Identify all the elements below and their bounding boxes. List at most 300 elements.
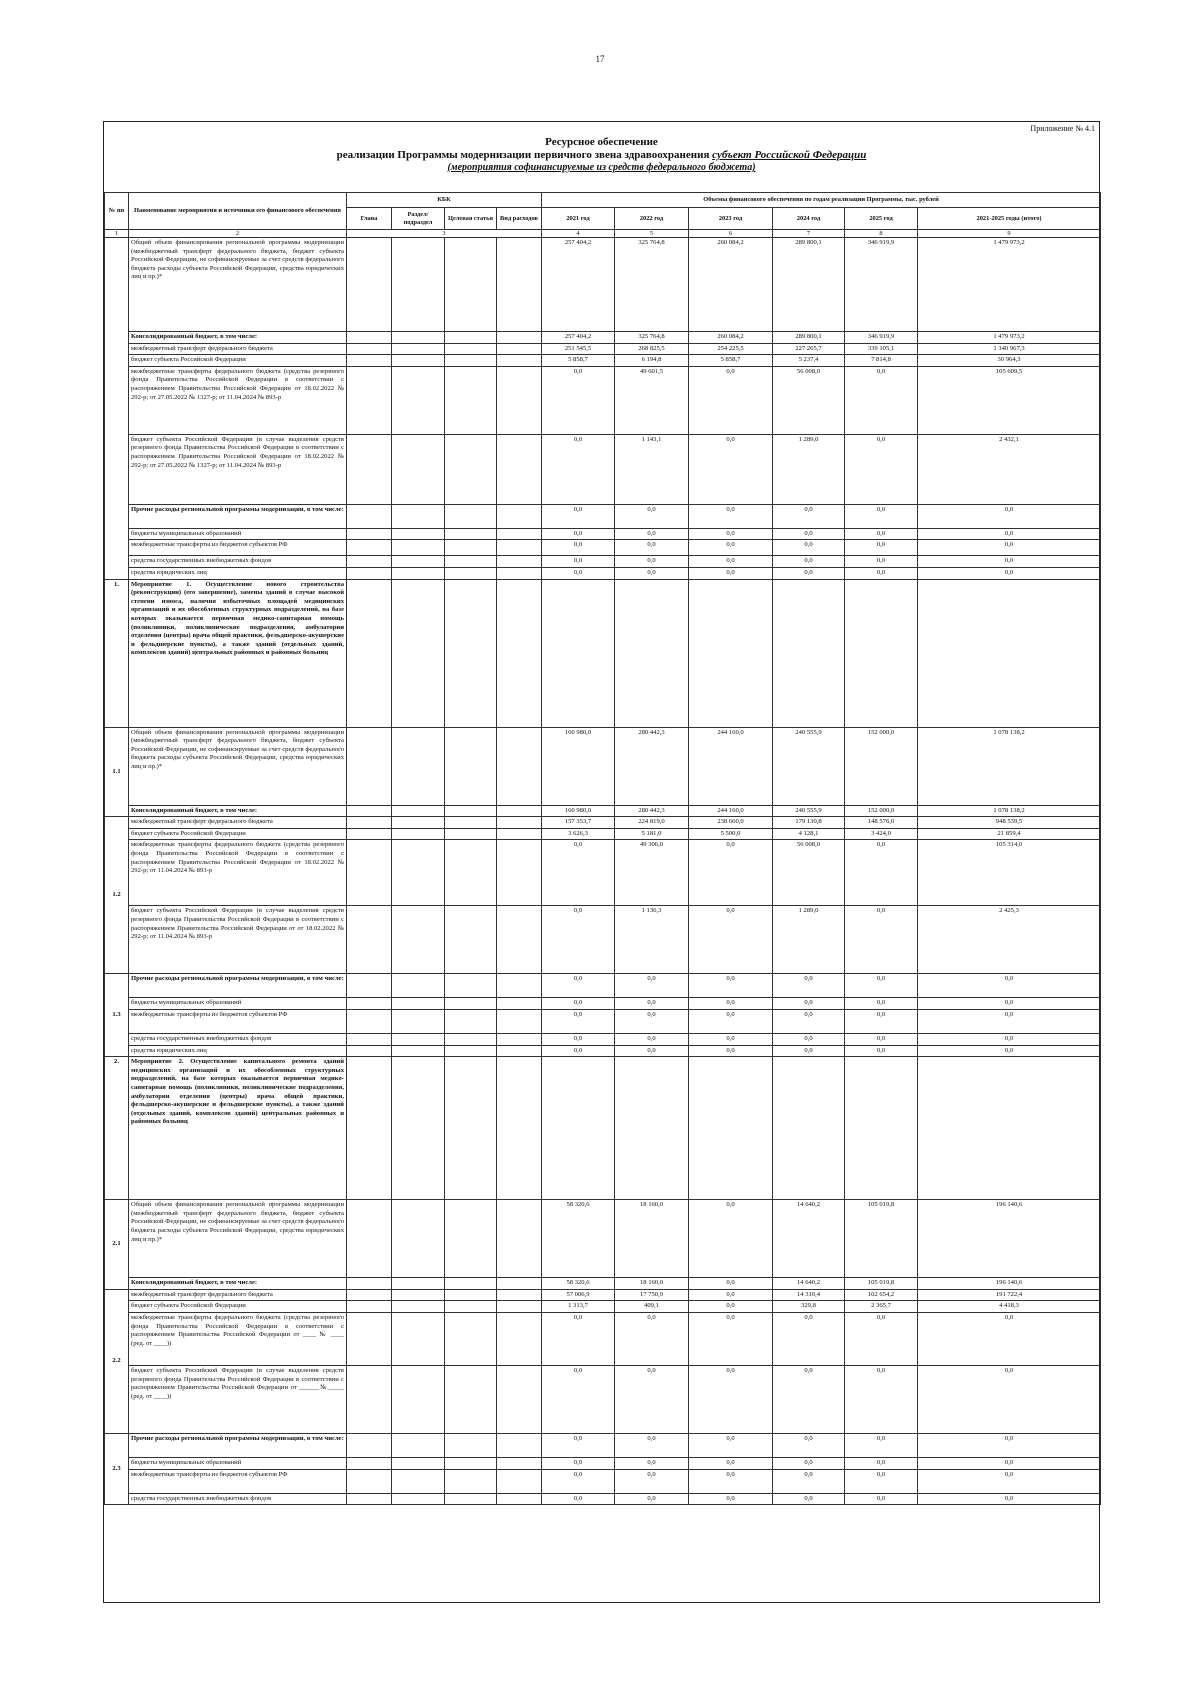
kbk-cell: [347, 332, 392, 344]
row-description: Мероприятие 2. Осуществление капитального ремонта зданий медицинских организаций и их обособленных структурных подразделений, на базе которых оказывается первичная медико-санитарная помощь (поликлиники, поликлинические подразделения, амбулатории отделения (центры) врача общей практики, фельдшерско-акушерские и фельдшерские пункты), а также зданий (отдельных зданий, комплексов зданий) центральных районных и районных больниц: [129, 1057, 347, 1200]
table-row: [105, 840, 1101, 906]
kbk-cell: [497, 1033, 542, 1045]
kbk-cell: [445, 332, 497, 344]
header-celevaya: Целевая статья: [445, 208, 497, 230]
row-description: средства юридических лиц: [129, 567, 347, 579]
year-value: 0,0: [542, 504, 615, 528]
kbk-cell: [392, 1469, 445, 1493]
resource-table: [104, 192, 1101, 1505]
header-vid: Вид расходов: [497, 208, 542, 230]
year-value: 0,0: [845, 366, 918, 434]
year-value: 0,0: [542, 567, 615, 579]
year-value: 325 764,8: [615, 332, 689, 344]
year-value: 0,0: [689, 1457, 773, 1469]
year-value: 0,0: [615, 1493, 689, 1505]
kbk-cell: [445, 906, 497, 974]
total-value: [918, 1057, 1101, 1200]
year-value: 102 654,2: [845, 1289, 918, 1301]
kbk-cell: [392, 1457, 445, 1469]
year-value: 0,0: [773, 1045, 845, 1057]
year-value: 0,0: [689, 556, 773, 568]
year-value: 0,0: [845, 1033, 918, 1045]
kbk-cell: [497, 1365, 542, 1433]
row-description: Мероприятие 1. Осуществление нового строительства (реконструкции) (его завершение), замены зданий в случае высокой степени износа, наличия избыточных площадей медицинских организаций и их обособленных структурных подразделений, на базе которых оказывается первичная медико-санитарная помощь (поликлиники, поликлинические подразделения, амбулатории отделения (центры) врача общей практики, фельдшерско-акушерские и фельдшерские пункты), а также зданий (отдельных зданий, комплексов зданий) центральных районных и районных больниц: [129, 579, 347, 727]
table-row: [105, 1045, 1101, 1057]
year-value: 0,0: [689, 1045, 773, 1057]
kbk-cell: [347, 343, 392, 355]
year-value: 0,0: [615, 567, 689, 579]
table-row: [105, 556, 1101, 568]
kbk-cell: [445, 1493, 497, 1505]
total-value: 191 722,4: [918, 1289, 1101, 1301]
year-value: 0,0: [615, 1009, 689, 1033]
year-value: 0,0: [615, 1033, 689, 1045]
year-value: 346 919,9: [845, 332, 918, 344]
table-row: [105, 434, 1101, 504]
year-value: 0,0: [542, 1045, 615, 1057]
kbk-cell: [347, 556, 392, 568]
total-value: 196 140,6: [918, 1200, 1101, 1278]
resource-table-sheet: [103, 121, 1100, 1603]
year-value: 0,0: [845, 567, 918, 579]
row-description: межбюджетные трансферты федерального бюджета (средства резервного фонда Правительства Российской Федерации в соответствии с распоряжением Правительства Российской Федерации от 18.02.2022 № 292-р; от 27.05.2022 № 1327-р; от 11.04.2024 № 893-р: [129, 366, 347, 434]
kbk-cell: [497, 1057, 542, 1200]
column-number: 5: [615, 230, 689, 238]
year-value: 0,0: [773, 556, 845, 568]
year-value: 0,0: [845, 1045, 918, 1057]
table-row: [105, 805, 1101, 817]
total-value: 0,0: [918, 504, 1101, 528]
year-value: 18 160,0: [615, 1278, 689, 1290]
year-value: 1 143,1: [615, 434, 689, 504]
total-value: 1 479 973,2: [918, 332, 1101, 344]
year-value: 2 365,7: [845, 1301, 918, 1313]
total-value: 0,0: [918, 998, 1101, 1010]
table-row: [105, 727, 1101, 805]
year-value: 280 442,3: [615, 727, 689, 805]
year-value: 0,0: [542, 366, 615, 434]
kbk-cell: [392, 556, 445, 568]
kbk-cell: [445, 1312, 497, 1365]
total-value: 948 539,5: [918, 817, 1101, 829]
kbk-cell: [392, 817, 445, 829]
kbk-cell: [347, 504, 392, 528]
row-description: бюджет субъекта Российской Федерации (в случае выделения средств резервного фонда Правительства Российской Федерации в соответствии с распоряжением Правительства Российской Федерации от 18.02.2022 № 292-р; от 27.05.2022 № 1327-р; от 11.04.2024 № 893-р: [129, 434, 347, 504]
total-value: 30 964,3: [918, 355, 1101, 367]
kbk-cell: [497, 974, 542, 998]
year-value: 7 814,8: [845, 355, 918, 367]
row-description: Общий объем финансирования региональной программы модернизации (межбюджетный трансферт федерального бюджета, бюджет субъекта Российской Федерации, не софинансируемые за счет средств федерального бюджета расходы субъекта Российской Федерации, средства юридических лиц и пр.)*: [129, 1200, 347, 1278]
kbk-cell: [347, 1289, 392, 1301]
column-number: 2: [129, 230, 347, 238]
header-total: 2021-2025 годы (итого): [918, 208, 1101, 230]
year-value: 0,0: [773, 540, 845, 556]
kbk-cell: [347, 906, 392, 974]
header-name: Наименование мероприятия и источники его финансового обеспечения: [129, 193, 347, 230]
kbk-cell: [392, 840, 445, 906]
year-value: 0,0: [542, 1433, 615, 1457]
kbk-cell: [392, 1045, 445, 1057]
row-description: межбюджетные трансферты из бюджетов субъектов РФ: [129, 1009, 347, 1033]
year-value: 0,0: [845, 1009, 918, 1033]
kbk-cell: [392, 528, 445, 540]
year-value: 260 084,2: [689, 332, 773, 344]
kbk-cell: [392, 1365, 445, 1433]
header-2022: 2022 год: [615, 208, 689, 230]
year-value: 1 313,7: [542, 1301, 615, 1313]
year-value: 0,0: [542, 906, 615, 974]
row-description: бюджет субъекта Российской Федерации: [129, 355, 347, 367]
year-value: [689, 579, 773, 727]
year-value: 0,0: [689, 1278, 773, 1290]
row-description: бюджет субъекта Российской Федерации (в случае выделения средств резервного фонда Правительства Российской Федерации в соответствии с распоряжением Правительства Российской Федерации от от 18.02.2022 № 292-р; от 11.04.2024 № 893-р: [129, 906, 347, 974]
row-description: межбюджетные трансферты федерального бюджета (средства резервного фонда Правительства Российской Федерации в соответствии с распоряжением Правительства Российской Федерации от 18.02.2022 № 292-р; от 11.04.2024 № 893-р: [129, 840, 347, 906]
total-value: 0,0: [918, 540, 1101, 556]
row-description: средства государственных внебюджетных фондов: [129, 1493, 347, 1505]
year-value: 0,0: [615, 1365, 689, 1433]
year-value: 0,0: [689, 1312, 773, 1365]
year-value: 0,0: [542, 528, 615, 540]
kbk-cell: [347, 355, 392, 367]
table-row: [105, 1278, 1101, 1290]
total-value: 0,0: [918, 1493, 1101, 1505]
row-description: средства государственных внебюджетных фондов: [129, 556, 347, 568]
kbk-cell: [392, 1278, 445, 1290]
table-row: [105, 366, 1101, 434]
kbk-cell: [445, 567, 497, 579]
kbk-cell: [347, 840, 392, 906]
row-description: Прочие расходы региональной программы модернизации, в том числе:: [129, 504, 347, 528]
header-no: № пп: [105, 193, 129, 230]
year-value: 49 306,0: [615, 840, 689, 906]
kbk-cell: [445, 1301, 497, 1313]
year-value: 260 084,2: [689, 238, 773, 332]
kbk-cell: [445, 828, 497, 840]
kbk-cell: [497, 1289, 542, 1301]
year-value: 3 626,3: [542, 828, 615, 840]
year-value: 0,0: [845, 540, 918, 556]
kbk-cell: [347, 540, 392, 556]
year-value: 5 181,0: [615, 828, 689, 840]
row-description: средства юридических лиц: [129, 1045, 347, 1057]
kbk-cell: [347, 579, 392, 727]
kbk-cell: [347, 1365, 392, 1433]
kbk-cell: [497, 332, 542, 344]
year-value: 0,0: [773, 1312, 845, 1365]
kbk-cell: [392, 332, 445, 344]
column-number: 7: [773, 230, 845, 238]
total-value: 2 425,3: [918, 906, 1101, 974]
year-value: 0,0: [542, 540, 615, 556]
kbk-cell: [497, 817, 542, 829]
row-description: Консолидированный бюджет, в том числе:: [129, 332, 347, 344]
table-row: [105, 238, 1101, 332]
year-value: [845, 579, 918, 727]
table-row: [105, 1033, 1101, 1045]
year-value: 280 442,3: [615, 805, 689, 817]
year-value: 1 289,0: [773, 906, 845, 974]
total-value: 0,0: [918, 567, 1101, 579]
year-value: 289 800,1: [773, 332, 845, 344]
row-description: бюджеты муниципальных образований: [129, 528, 347, 540]
row-description: Общий объем финансирования региональной программы модернизации (межбюджетный трансферт федерального бюджета, бюджет субъекта Российской Федерации, не софинансируемые за счет средств федерального бюджета расходы субъекта Российской Федерации, средства юридических лиц и пр.)*: [129, 727, 347, 805]
total-value: 1 078 138,2: [918, 805, 1101, 817]
table-row: [105, 355, 1101, 367]
total-value: 0,0: [918, 974, 1101, 998]
kbk-cell: [347, 974, 392, 998]
total-value: 1 479 973,2: [918, 238, 1101, 332]
kbk-cell: [445, 998, 497, 1010]
row-description: бюджет субъекта Российской Федерации: [129, 1301, 347, 1313]
title-line-1: Ресурсное обеспечение: [545, 136, 658, 148]
kbk-cell: [347, 1200, 392, 1278]
year-value: [542, 1057, 615, 1200]
year-value: 0,0: [773, 1493, 845, 1505]
total-value: 0,0: [918, 1312, 1101, 1365]
row-number: 1.1: [105, 727, 129, 817]
table-row: [105, 1469, 1101, 1493]
page-number: 17: [595, 54, 605, 64]
kbk-cell: [347, 366, 392, 434]
year-value: 0,0: [689, 906, 773, 974]
year-value: 0,0: [773, 1365, 845, 1433]
year-value: 0,0: [689, 1033, 773, 1045]
kbk-cell: [347, 528, 392, 540]
kbk-cell: [497, 1493, 542, 1505]
year-value: 0,0: [615, 1469, 689, 1493]
kbk-cell: [347, 1469, 392, 1493]
year-value: 14 310,4: [773, 1289, 845, 1301]
row-description: бюджет субъекта Российской Федерации: [129, 828, 347, 840]
table-row: [105, 332, 1101, 344]
kbk-cell: [497, 1009, 542, 1033]
table-row: [105, 906, 1101, 974]
total-value: 0,0: [918, 1365, 1101, 1433]
year-value: 5 858,7: [689, 355, 773, 367]
year-value: 0,0: [689, 567, 773, 579]
kbk-cell: [392, 1493, 445, 1505]
kbk-cell: [445, 528, 497, 540]
kbk-cell: [392, 805, 445, 817]
year-value: [615, 1057, 689, 1200]
year-value: 0,0: [689, 1301, 773, 1313]
row-number: 1.2: [105, 817, 129, 974]
year-value: 1 136,3: [615, 906, 689, 974]
total-value: 105 314,0: [918, 840, 1101, 906]
year-value: 49 601,5: [615, 366, 689, 434]
kbk-cell: [445, 1278, 497, 1290]
year-value: 346 919,9: [845, 238, 918, 332]
column-number: 6: [689, 230, 773, 238]
total-value: 0,0: [918, 1433, 1101, 1457]
table-row: [105, 504, 1101, 528]
kbk-cell: [445, 1009, 497, 1033]
total-value: [918, 579, 1101, 727]
column-number: 1: [105, 230, 129, 238]
year-value: 105 019,8: [845, 1200, 918, 1278]
year-value: 4 128,1: [773, 828, 845, 840]
year-value: 148 576,0: [845, 817, 918, 829]
total-value: 1 340 967,3: [918, 343, 1101, 355]
kbk-cell: [392, 579, 445, 727]
year-value: 240 555,9: [773, 727, 845, 805]
year-value: 224 819,0: [615, 817, 689, 829]
total-value: 4 418,3: [918, 1301, 1101, 1313]
kbk-cell: [347, 1312, 392, 1365]
title-line-2-prefix: реализации Программы модернизации первичного звена здравоохранения: [336, 149, 710, 161]
kbk-cell: [445, 504, 497, 528]
row-description: межбюджетные трансферты из бюджетов субъектов РФ: [129, 540, 347, 556]
header-2024: 2024 год: [773, 208, 845, 230]
header-glava: Глава: [347, 208, 392, 230]
row-number: 2.2: [105, 1289, 129, 1433]
header-volumes: Объемы финансового обеспечения по годам реализации Программы, тыс. рублей: [542, 193, 1101, 208]
year-value: 339 105,1: [845, 343, 918, 355]
kbk-cell: [497, 366, 542, 434]
kbk-cell: [445, 840, 497, 906]
year-value: 0,0: [773, 1457, 845, 1469]
year-value: 0,0: [773, 998, 845, 1010]
year-value: 0,0: [689, 504, 773, 528]
year-value: 58 320,6: [542, 1200, 615, 1278]
kbk-cell: [392, 1033, 445, 1045]
year-value: 244 160,0: [689, 727, 773, 805]
year-value: 0,0: [542, 1493, 615, 1505]
header-2025: 2025 год: [845, 208, 918, 230]
kbk-cell: [392, 1057, 445, 1200]
year-value: 0,0: [689, 1365, 773, 1433]
total-value: 0,0: [918, 1469, 1101, 1493]
kbk-cell: [347, 1457, 392, 1469]
year-value: 325 764,8: [615, 238, 689, 332]
kbk-cell: [445, 1200, 497, 1278]
year-value: 0,0: [615, 540, 689, 556]
row-description: Прочие расходы региональной программы модернизации, в том числе:: [129, 974, 347, 998]
table-row: [105, 828, 1101, 840]
kbk-cell: [347, 238, 392, 332]
column-number: 4: [542, 230, 615, 238]
row-description: межбюджетный трансферт федерального бюджета: [129, 817, 347, 829]
kbk-cell: [445, 579, 497, 727]
year-value: 254 225,5: [689, 343, 773, 355]
kbk-cell: [497, 355, 542, 367]
total-value: 0,0: [918, 1033, 1101, 1045]
total-value: 0,0: [918, 556, 1101, 568]
row-description: межбюджетный трансферт федерального бюджета: [129, 343, 347, 355]
column-number: 3: [347, 230, 542, 238]
table-row: [105, 1433, 1101, 1457]
kbk-cell: [347, 567, 392, 579]
kbk-cell: [497, 528, 542, 540]
kbk-cell: [497, 998, 542, 1010]
table-row: [105, 1301, 1101, 1313]
column-number: 9: [918, 230, 1101, 238]
year-value: 0,0: [773, 567, 845, 579]
table-row: [105, 528, 1101, 540]
year-value: 0,0: [615, 1457, 689, 1469]
year-value: 0,0: [615, 1312, 689, 1365]
year-value: 5 500,0: [689, 828, 773, 840]
total-value: 0,0: [918, 1045, 1101, 1057]
year-value: 0,0: [845, 556, 918, 568]
year-value: 56 008,0: [773, 840, 845, 906]
table-row: [105, 817, 1101, 829]
year-value: 14 640,2: [773, 1278, 845, 1290]
document-title: [104, 136, 1099, 174]
year-value: 17 750,9: [615, 1289, 689, 1301]
year-value: 0,0: [542, 1365, 615, 1433]
year-value: 0,0: [615, 974, 689, 998]
kbk-cell: [392, 343, 445, 355]
kbk-cell: [497, 805, 542, 817]
year-value: 0,0: [845, 1493, 918, 1505]
kbk-cell: [445, 1057, 497, 1200]
annex-label: Приложение № 4.1: [1030, 124, 1095, 133]
title-line-3: (мероприятия софинансируемые из средств федерального бюджета): [447, 162, 756, 173]
year-value: 0,0: [773, 1033, 845, 1045]
table-row: [105, 974, 1101, 998]
kbk-cell: [392, 355, 445, 367]
year-value: 0,0: [845, 1365, 918, 1433]
kbk-cell: [392, 504, 445, 528]
kbk-cell: [497, 579, 542, 727]
kbk-cell: [497, 828, 542, 840]
table-row: [105, 998, 1101, 1010]
kbk-cell: [445, 355, 497, 367]
kbk-cell: [445, 434, 497, 504]
year-value: 0,0: [615, 998, 689, 1010]
year-value: 0,0: [689, 1009, 773, 1033]
kbk-cell: [445, 1033, 497, 1045]
row-description: межбюджетные трансферты из бюджетов субъектов РФ: [129, 1469, 347, 1493]
row-description: Общий объем финансирования региональной программы модернизации (межбюджетный трансферт федерального бюджета, бюджет субъекта Российской Федерации, не софинансируемые за счет средств федерального бюджета расходы субъекта Российской Федерации, средства юридических лиц и пр.)*: [129, 238, 347, 332]
kbk-cell: [445, 1457, 497, 1469]
table-row: [105, 1289, 1101, 1301]
year-value: 1 289,0: [773, 434, 845, 504]
row-description: Консолидированный бюджет, в том числе:: [129, 805, 347, 817]
kbk-cell: [392, 1289, 445, 1301]
kbk-cell: [347, 1433, 392, 1457]
table-row: [105, 567, 1101, 579]
year-value: 244 160,0: [689, 805, 773, 817]
year-value: 0,0: [773, 528, 845, 540]
year-value: 289 800,1: [773, 238, 845, 332]
year-value: 0,0: [845, 528, 918, 540]
kbk-cell: [497, 1312, 542, 1365]
year-value: 0,0: [542, 556, 615, 568]
table-row: [105, 1365, 1101, 1433]
kbk-cell: [392, 1301, 445, 1313]
kbk-cell: [497, 1469, 542, 1493]
kbk-cell: [497, 504, 542, 528]
year-value: 0,0: [542, 1469, 615, 1493]
table-row: [105, 1057, 1101, 1200]
year-value: 0,0: [689, 1433, 773, 1457]
kbk-cell: [392, 1009, 445, 1033]
table-row: [105, 1457, 1101, 1469]
year-value: 179 130,8: [773, 817, 845, 829]
year-value: 0,0: [689, 1200, 773, 1278]
kbk-cell: [445, 1365, 497, 1433]
year-value: [773, 579, 845, 727]
year-value: 0,0: [615, 528, 689, 540]
year-value: 0,0: [542, 434, 615, 504]
year-value: 0,0: [845, 434, 918, 504]
kbk-cell: [445, 1433, 497, 1457]
year-value: 0,0: [689, 1493, 773, 1505]
kbk-cell: [445, 366, 497, 434]
kbk-cell: [497, 840, 542, 906]
